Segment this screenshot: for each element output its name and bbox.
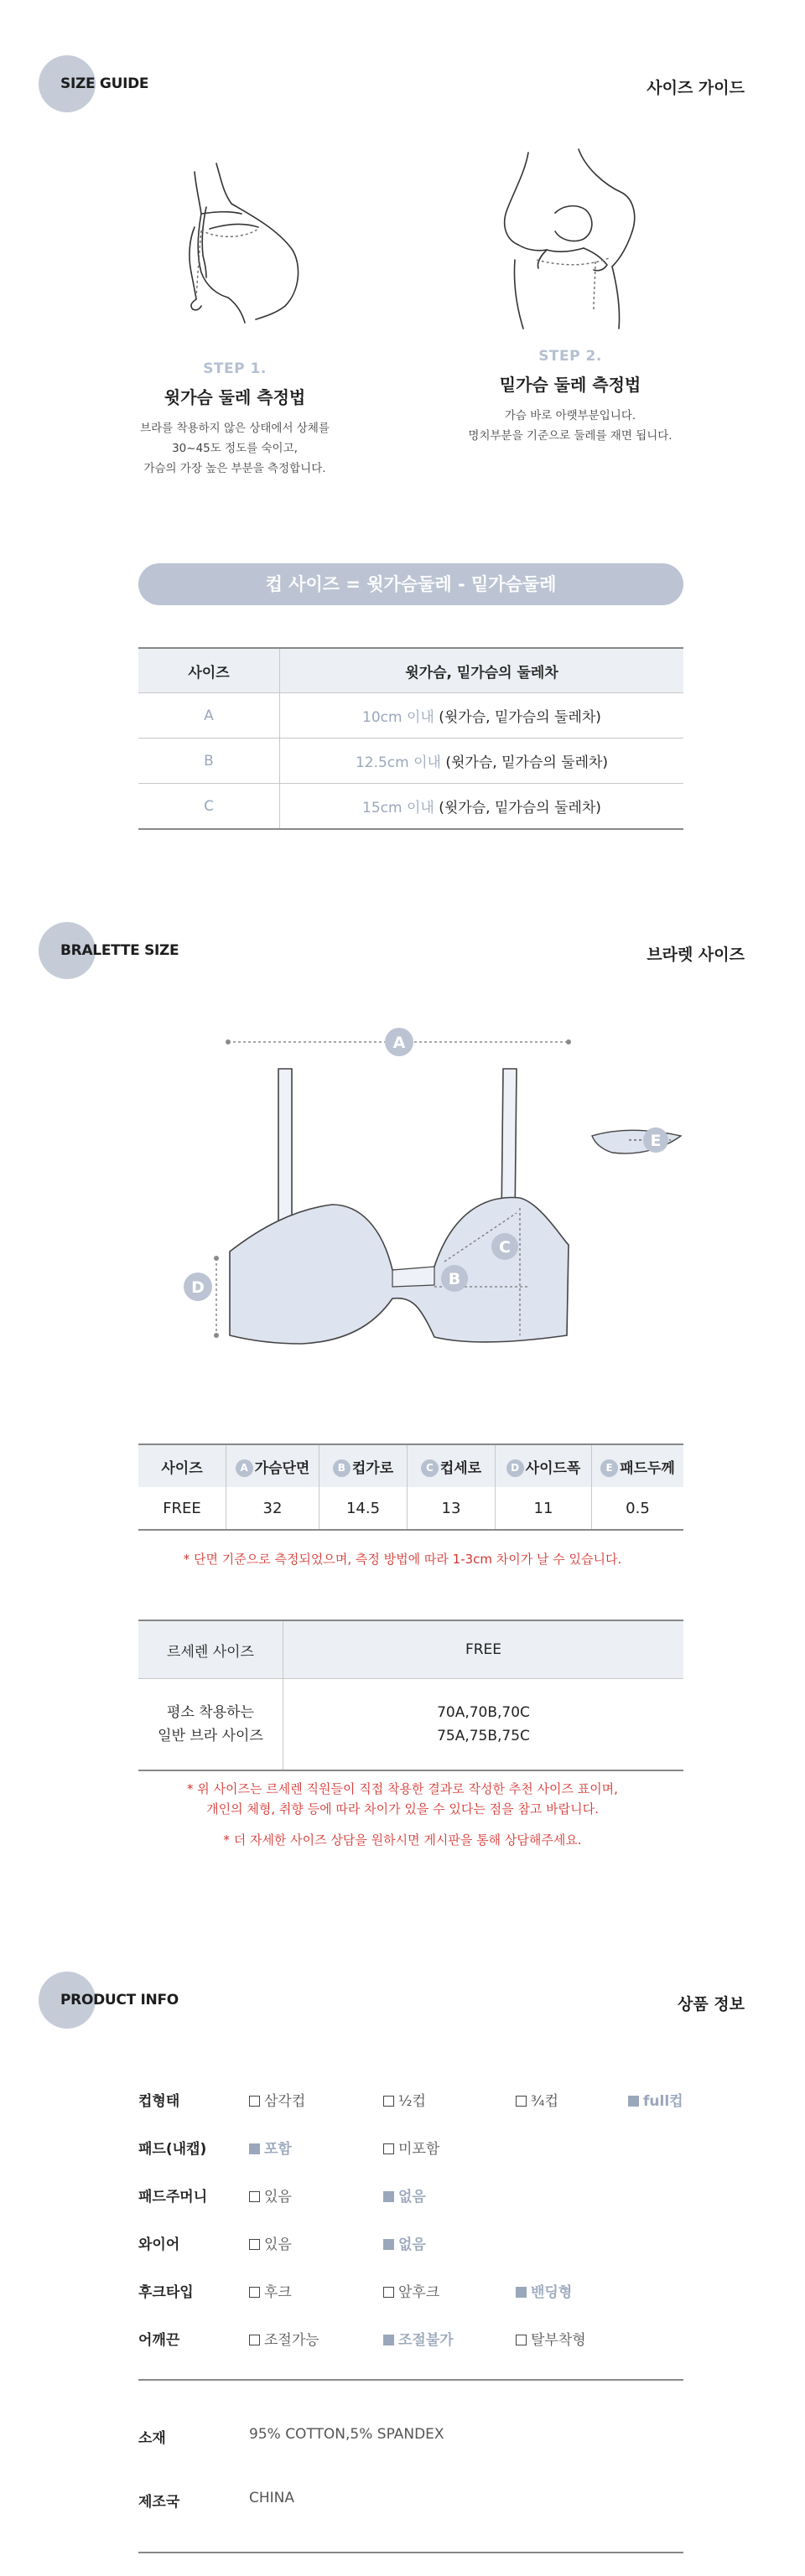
value-cell: 13 [408,1487,496,1530]
option-item [249,2232,292,2253]
cup-size-cell: C [138,784,280,830]
usual-size-value-line: 70A,70B,70C [437,1704,530,1721]
step-2-label: STEP 2. [538,348,602,365]
checkbox-checked-icon [249,2143,260,2154]
checkbox-checked-icon [383,2191,394,2202]
info-label: 패드주머니 [138,2189,208,2205]
option-item-selected [628,2089,683,2110]
info-label: 와이어 [138,2237,180,2253]
table-row [138,1487,683,1530]
upper-bust-measure-illustration [151,155,319,335]
info-row-pad [138,2137,683,2162]
option-item-selected [249,2137,292,2158]
checkbox-icon [383,2287,394,2298]
info-label: 패드(내캡) [138,2141,207,2158]
fit-note-line: * 위 사이즈는 르세렌 직원들이 직접 착용한 결과로 작성한 추천 사이즈 표이며, [187,1781,618,1796]
step-2-description [432,406,709,446]
checkbox-checked-icon [516,2287,527,2298]
checkbox-icon [516,2096,527,2107]
step-1-desc-line: 가슴의 가장 높은 부분을 측정합니다. [143,462,326,475]
fit-disclaimer-note [0,1779,805,1819]
badge-b-icon: B [333,1459,351,1477]
product-info-title-en: PRODUCT INFO [60,1992,179,2008]
cup-size-cell: A [138,693,280,739]
table-header-cell [592,1444,684,1487]
checkbox-icon [249,2191,260,2202]
usual-size-value-line: 75A,75B,75C [437,1728,530,1744]
cup-diff-note: (윗가슴, 밑가슴의 둘레차) [440,754,609,771]
option-text: 탈부착형 [531,2332,586,2349]
d-line-endpoint [214,1333,219,1338]
option-text: 앞후크 [398,2284,440,2301]
cup-size-table [138,647,683,830]
center-gore [392,1267,434,1287]
column-label: 컵세로 [439,1459,482,1477]
option-item [249,2328,319,2349]
value-cell: 0.5 [626,1499,650,1517]
option-text: 포함 [264,2141,292,2158]
cup-diff-cell [280,693,684,739]
info-row-pad-pocket [138,2185,683,2210]
table-row [138,739,683,784]
step-1-desc-line: 브라를 착용하지 않은 상태에서 상체를 [140,422,330,435]
bralette-title-en: BRALETTE SIZE [60,942,179,959]
table-header-cell: 윗가슴, 밑가슴의 둘레차 [280,648,684,693]
marker-c-label: C [499,1238,511,1257]
option-item-selected [383,2185,426,2205]
option-item-selected [516,2280,572,2301]
table-header-row [138,648,683,693]
divider [138,2379,683,2381]
column-label: 컵가로 [351,1459,394,1477]
marker-a-label: A [392,1034,406,1052]
size-guide-title-en: SIZE GUIDE [60,75,149,92]
table-header-cell [496,1444,592,1487]
table-header-cell [408,1444,496,1487]
a-line-endpoint [566,1039,571,1044]
bralette-measurement-diagram [168,1018,704,1371]
usual-size-label-line: 일반 브라 사이즈 [158,1728,263,1744]
option-text: 후크 [264,2284,292,2301]
measurement-note: * 단면 기준으로 측정되었으며, 측정 방법에 따라 1-3cm 차이가 날 수 있습니다. [183,1552,622,1567]
cup-diff-value: 15cm 이내 [362,800,434,816]
step-1-title: 윗가슴 둘레 측정법 [164,387,306,407]
cup-diff-value: 12.5cm 이내 [355,754,441,771]
marker-d-label: D [191,1278,205,1297]
badge-c-icon: C [421,1459,439,1477]
cup-diff-cell [280,784,684,830]
cup-size-cell: B [138,739,280,784]
cup-size-formula: 컵 사이즈 = 윗가슴둘레 - 밑가슴둘레 [138,563,683,605]
checkbox-icon [249,2335,260,2345]
option-text: 조절가능 [264,2332,319,2349]
badge-d-icon: D [506,1459,524,1477]
fit-note-line: 개인의 체형, 취향 등에 따라 차이가 있을 수 있다는 점을 참고 바랍니다. [206,1801,599,1817]
option-text: 있음 [264,2237,292,2253]
badge-e-icon: E [600,1459,618,1477]
option-item [383,2137,439,2158]
table-row [138,784,683,830]
checkbox-checked-icon [628,2096,639,2107]
option-item-selected [383,2328,454,2349]
info-label: 어깨끈 [138,2332,180,2349]
checkbox-checked-icon [383,2335,394,2345]
a-line-endpoint [226,1039,231,1044]
checkbox-icon [383,2143,394,2154]
under-bust-measure-illustration [478,143,662,335]
column-label: 패드두께 [620,1459,675,1477]
size-cell: FREE [138,1487,226,1530]
option-text: 없음 [398,2189,426,2205]
step-1-desc-line: 30~45도 정도를 숙이고, [172,442,298,455]
bralette-dimension-table [138,1443,683,1531]
table-header-cell [319,1444,408,1487]
option-text: 조절불가 [398,2332,454,2349]
option-item [383,2280,439,2301]
cup-diff-note: (윗가슴, 밑가슴의 둘레차) [434,709,601,726]
info-row-hook-type [138,2280,683,2305]
option-text: 있음 [264,2189,292,2205]
option-text: ¾컵 [531,2093,558,2110]
left-strap [278,1069,292,1221]
origin-value: CHINA [249,2490,295,2506]
table-header-cell [226,1444,319,1487]
cup-diff-note: (윗가슴, 밑가슴의 둘레차) [434,800,601,816]
step-2-block [432,143,709,446]
table-header-row [138,1620,683,1679]
info-label: 컵형태 [138,2093,180,2110]
table-row [138,1679,683,1771]
brand-size-value: FREE [283,1620,684,1679]
table-header-cell: 사이즈 [138,648,280,693]
size-guide-title-ko: 사이즈 가이드 [647,79,745,97]
option-item [249,2185,292,2205]
checkbox-checked-icon [383,2239,394,2250]
badge-a-icon: A [236,1459,253,1477]
column-label: 가슴단면 [254,1459,310,1477]
option-text: 미포함 [398,2141,440,2158]
option-text: ½컵 [398,2093,426,2110]
divider [138,2552,683,2553]
option-item [249,2089,305,2110]
option-text: 밴딩형 [531,2284,573,2301]
table-header-row [138,1444,683,1487]
cup-diff-cell [280,739,684,784]
column-label: 사이드폭 [525,1459,581,1477]
info-row-shoulder-strap [138,2328,683,2353]
bralette-size-header [0,922,805,982]
usual-size-value [283,1679,684,1771]
option-item [516,2328,586,2349]
product-info-header [0,1972,805,2032]
option-item-selected [383,2232,426,2253]
table-header-cell: 사이즈 [138,1444,226,1487]
option-item [383,2089,426,2110]
checkbox-icon [383,2096,394,2107]
step-2-desc-line: 가슴 바로 아랫부분입니다. [504,409,636,422]
option-text: 없음 [398,2237,426,2253]
info-row-cup-shape [138,2089,683,2114]
product-info-title-ko: 상품 정보 [677,1995,745,2014]
bralette-title-ko: 브라렛 사이즈 [647,946,745,964]
info-label: 후크타입 [138,2284,194,2301]
checkbox-icon [516,2335,527,2345]
info-row-wire [138,2232,683,2257]
usual-size-label-line: 평소 착용하는 [167,1704,254,1721]
option-item [249,2280,292,2301]
cup-diff-value: 10cm 이내 [362,709,434,726]
step-1-block [96,155,373,479]
value-cell: 32 [226,1487,319,1530]
option-text: 삼각컵 [264,2093,306,2110]
value-cell: 14.5 [319,1487,408,1530]
size-fit-table [138,1620,683,1771]
usual-size-label [138,1679,283,1771]
option-text: full컵 [643,2093,683,2110]
origin-label: 제조국 [138,2494,180,2511]
contact-note: * 더 자세한 사이즈 상담을 원하시면 게시판을 통해 상담해주세요. [223,1832,582,1848]
step-1-label: STEP 1. [203,360,267,377]
brand-size-label: 르세렌 사이즈 [138,1620,283,1679]
checkbox-icon [249,2239,260,2250]
table-row [138,693,683,739]
marker-e-label: E [650,1132,662,1150]
material-value: 95% COTTON,5% SPANDEX [249,2426,444,2443]
value-cell: 11 [496,1487,592,1530]
checkbox-icon [249,2287,260,2298]
option-item [516,2089,558,2110]
d-line-endpoint [214,1256,219,1261]
step-1-description [96,418,373,479]
size-guide-header [0,55,805,116]
checkbox-icon [249,2096,260,2107]
material-label: 소재 [138,2430,166,2447]
step-2-desc-line: 명치부분을 기준으로 둘레를 재면 됩니다. [468,429,673,443]
step-2-title: 밑가슴 둘레 측정법 [499,375,641,395]
marker-b-label: B [448,1270,461,1288]
